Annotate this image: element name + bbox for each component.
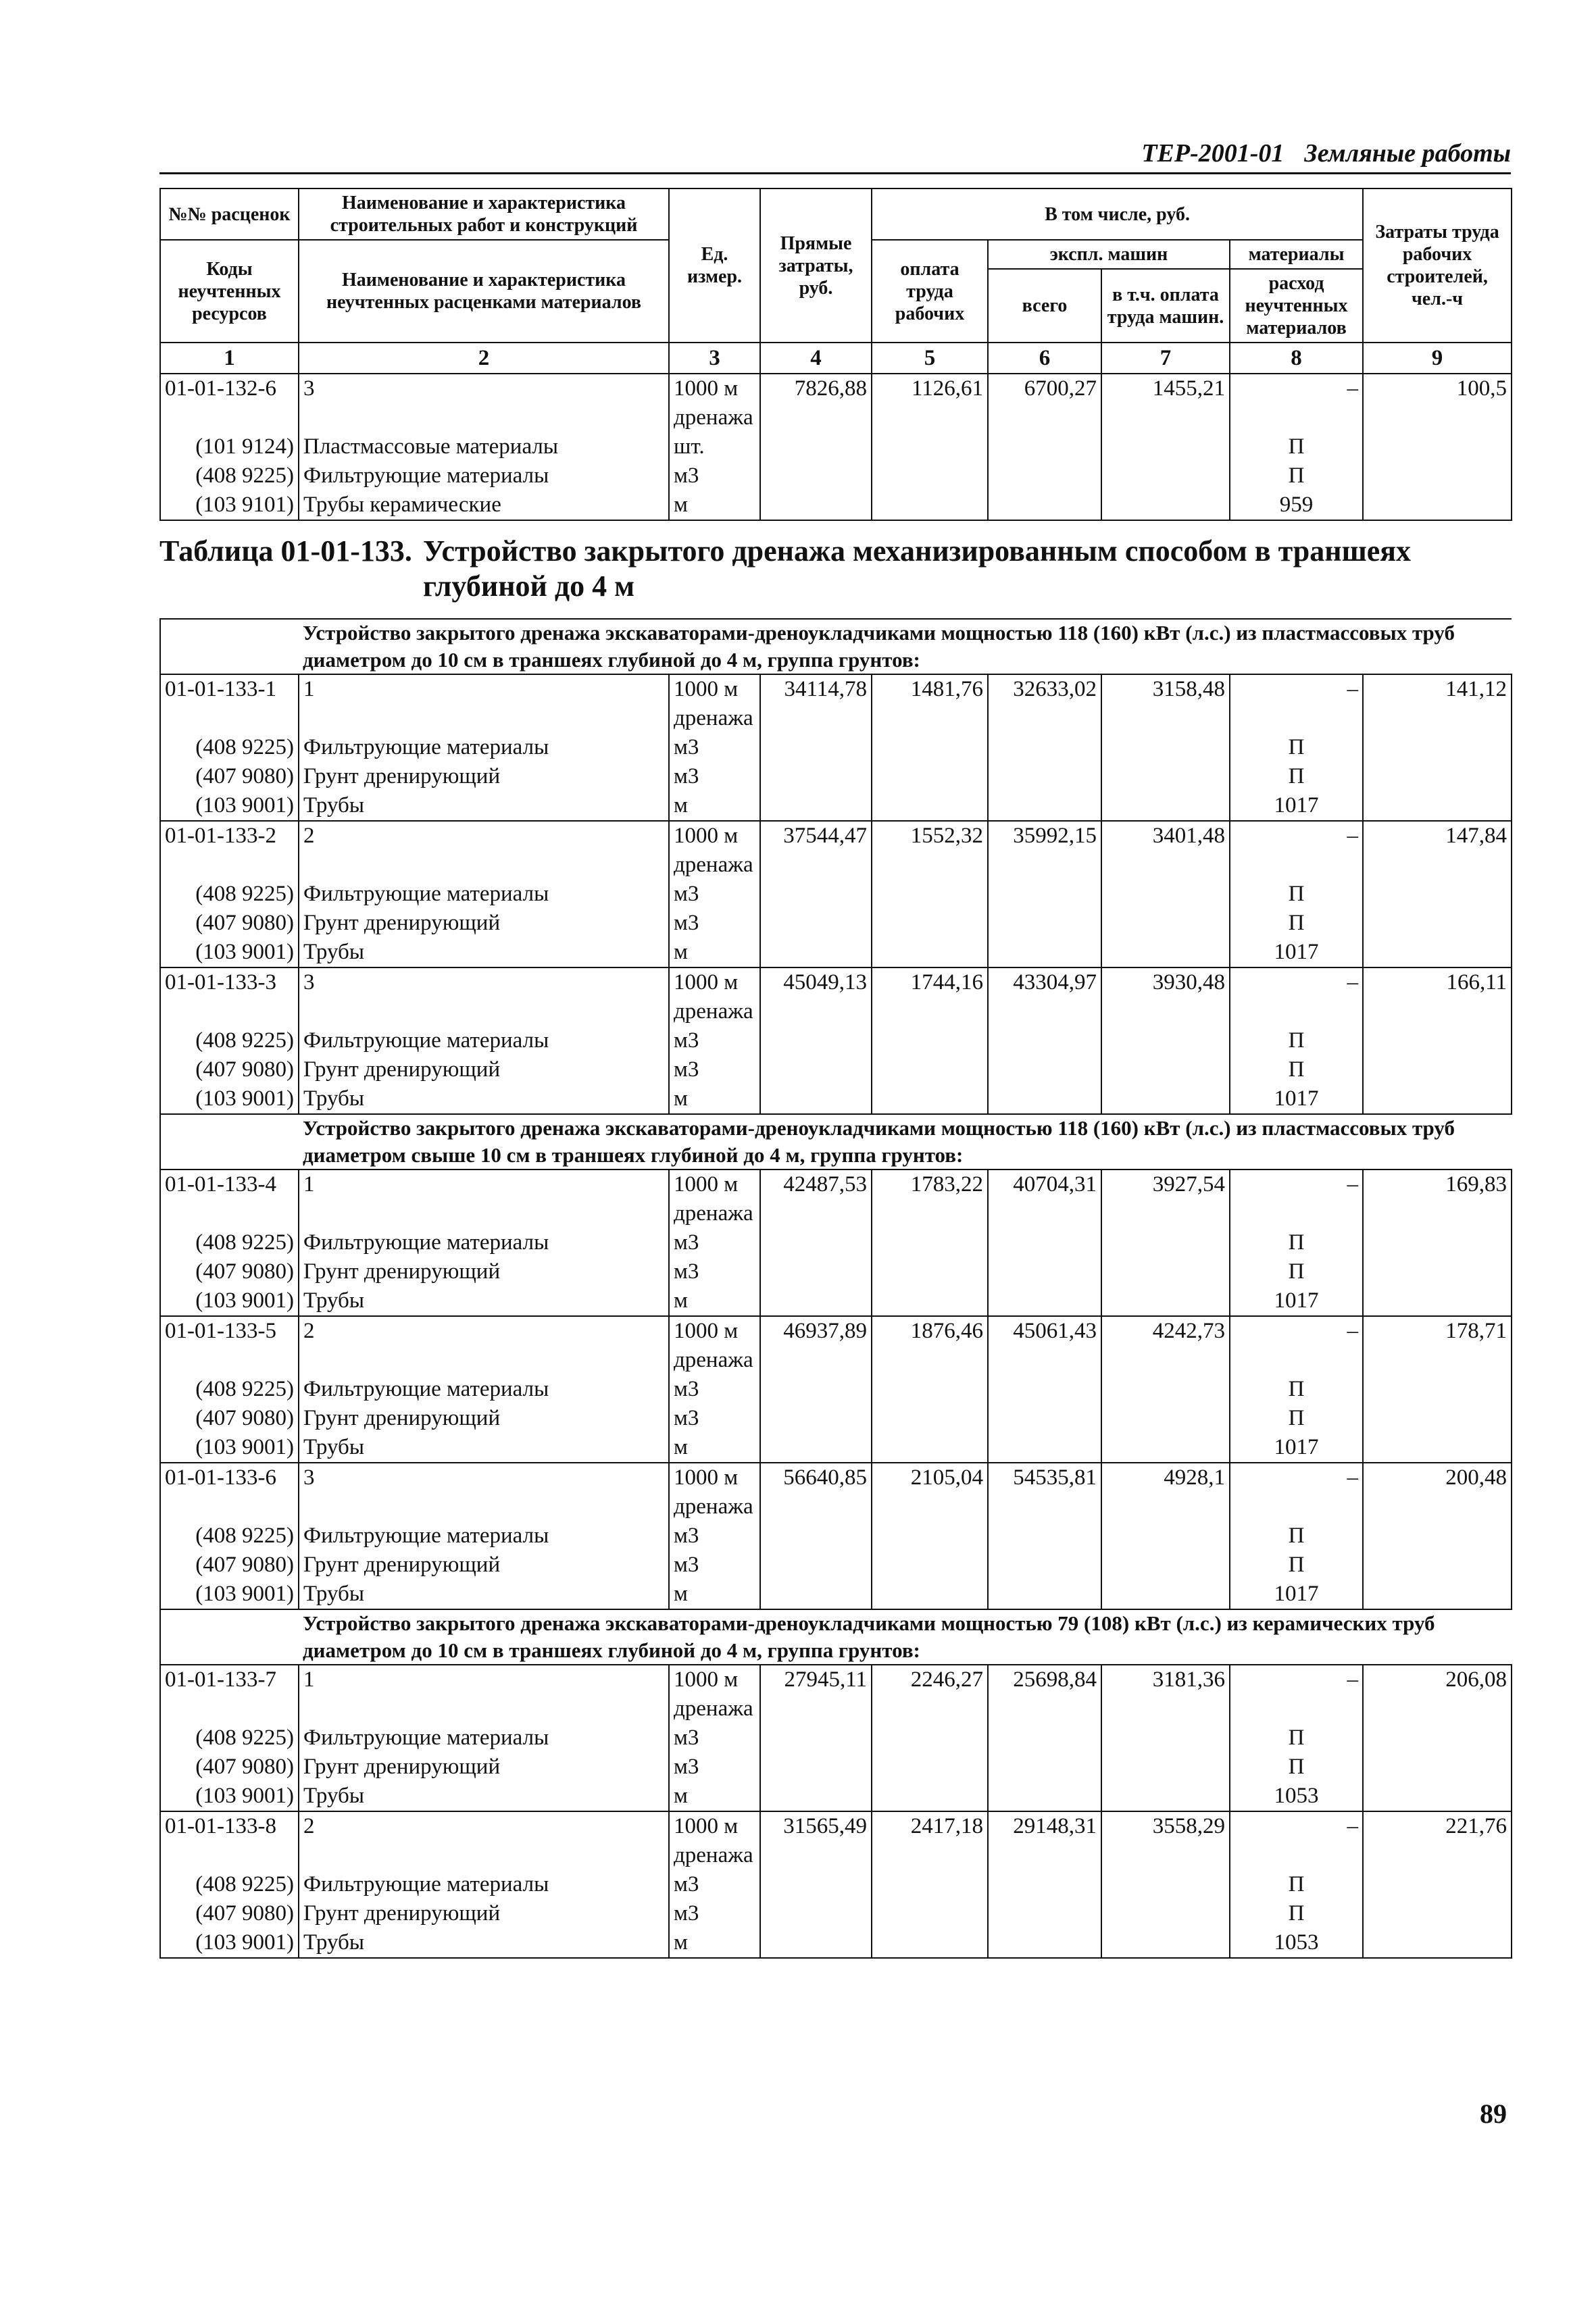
rate-code: 01-01-133-5: [160, 1316, 299, 1375]
resource-name: Грунт дренирующий: [299, 1899, 669, 1928]
resource-unit: м3: [669, 1870, 760, 1899]
rate-name: 3: [299, 1463, 669, 1521]
resource-qty: П: [1230, 1551, 1363, 1580]
resource-name: Фильтрующие материалы: [299, 1228, 669, 1257]
col-head-3: Ед. измер.: [669, 188, 760, 343]
labor-hours: 206,08: [1363, 1665, 1512, 1724]
col-head-4: Прямые затраты, руб.: [760, 188, 872, 343]
resource-name: Трубы: [299, 1580, 669, 1609]
resource-code: (101 9124): [160, 432, 299, 461]
resource-qty: П: [1230, 1228, 1363, 1257]
resource-name: Трубы: [299, 1782, 669, 1811]
rate-unit: [669, 1169, 760, 1228]
col-num: 4: [760, 343, 872, 374]
rate-unit: [669, 1665, 760, 1724]
machine-cost: 29148,31: [988, 1811, 1101, 1870]
col-head-2a: Наименование и характеристика строительных работ и конструкций: [299, 188, 669, 240]
machine-labor-cost: 3158,48: [1101, 674, 1230, 733]
resource-unit: м: [669, 491, 760, 520]
labor-hours: 100,5: [1363, 374, 1512, 432]
resource-qty: 1053: [1230, 1928, 1363, 1958]
materials-cost: –: [1230, 1811, 1363, 1870]
machine-labor-cost: 4242,73: [1101, 1316, 1230, 1375]
resource-row: [160, 1870, 1512, 1899]
unit-line: дренажа: [674, 1494, 753, 1519]
labor-cost: 1481,76: [872, 674, 988, 733]
machine-labor-cost: 3558,29: [1101, 1811, 1230, 1870]
rate-code: 01-01-132-6: [160, 374, 299, 432]
materials-cost: –: [1230, 674, 1363, 733]
direct-cost: 56640,85: [760, 1463, 872, 1521]
labor-cost: 2105,04: [872, 1463, 988, 1521]
resource-code: (408 9225): [160, 461, 299, 491]
direct-cost: 31565,49: [760, 1811, 872, 1870]
resource-unit: м3: [669, 1753, 760, 1782]
running-header: [159, 139, 1511, 174]
rate-code: 01-01-133-1: [160, 674, 299, 733]
resource-row: [160, 1724, 1512, 1753]
section-title: Устройство закрытого дренажа экскаваторами-дреноукладчиками мощностью 118 (160) кВт (л.с.) из пластмассовых труб диаметром свыше 10 см в траншеях глубиной до 4 м, группа грунтов:: [299, 1114, 1512, 1169]
machine-cost: 45061,43: [988, 1316, 1101, 1375]
unit-line: 1000 м: [674, 1465, 739, 1490]
rate-name: 3: [299, 967, 669, 1026]
page-number: 89: [1480, 2098, 1507, 2129]
resource-name: Грунт дренирующий: [299, 1055, 669, 1084]
rate-unit: [669, 1316, 760, 1375]
resource-qty: 1017: [1230, 1286, 1363, 1316]
resource-name: Грунт дренирующий: [299, 1404, 669, 1433]
resource-unit: м: [669, 1433, 760, 1463]
materials-cost: –: [1230, 1316, 1363, 1375]
resource-unit: м3: [669, 733, 760, 762]
rates-table: [159, 618, 1512, 1959]
direct-cost: 46937,89: [760, 1316, 872, 1375]
direct-cost: 42487,53: [760, 1169, 872, 1228]
col-head-5: оплата труда рабочих: [872, 240, 988, 343]
resource-code: (407 9080): [160, 1551, 299, 1580]
resource-unit: м3: [669, 880, 760, 909]
resource-row: [160, 432, 1512, 461]
rate-code: 01-01-133-4: [160, 1169, 299, 1228]
resource-unit: м3: [669, 461, 760, 491]
direct-cost: 34114,78: [760, 674, 872, 733]
rate-unit: [669, 674, 760, 733]
col-head-7: в т.ч. оплата труда машин.: [1101, 269, 1230, 343]
col-num: 6: [988, 343, 1101, 374]
rate-code: 01-01-133-6: [160, 1463, 299, 1521]
section-indent: [160, 619, 299, 674]
resource-row: [160, 1026, 1512, 1055]
resource-qty: 1017: [1230, 1084, 1363, 1114]
resource-name: Фильтрующие материалы: [299, 733, 669, 762]
resource-unit: м3: [669, 1257, 760, 1286]
resource-unit: м: [669, 1782, 760, 1811]
col-head-incl: В том числе, руб.: [872, 188, 1363, 240]
col-head-machines: экспл. машин: [988, 240, 1230, 269]
labor-cost: 1744,16: [872, 967, 988, 1026]
resource-qty: П: [1230, 880, 1363, 909]
section-indent: [160, 1609, 299, 1665]
materials-cost: –: [1230, 374, 1363, 432]
rate-code: 01-01-133-7: [160, 1665, 299, 1724]
labor-hours: 200,48: [1363, 1463, 1512, 1521]
table-title: Устройство закрытого дренажа механизированным способом в траншеях глубиной до 4 м: [423, 534, 1412, 603]
table-row: [160, 674, 1512, 733]
machine-cost: 35992,15: [988, 821, 1101, 880]
resource-name: Трубы: [299, 1928, 669, 1958]
resource-qty: П: [1230, 1753, 1363, 1782]
direct-cost: 45049,13: [760, 967, 872, 1026]
resource-name: Трубы: [299, 791, 669, 821]
resource-name: Фильтрующие материалы: [299, 1724, 669, 1753]
table-row: [160, 374, 1512, 432]
resource-unit: м3: [669, 1375, 760, 1404]
rate-code: 01-01-133-8: [160, 1811, 299, 1870]
resource-code: (103 9001): [160, 1580, 299, 1609]
unit-line: дренажа: [674, 706, 753, 730]
machine-cost: 54535,81: [988, 1463, 1101, 1521]
materials-cost: –: [1230, 821, 1363, 880]
prev-table: [159, 188, 1512, 521]
resource-unit: м3: [669, 1228, 760, 1257]
col-num: 7: [1101, 343, 1230, 374]
resource-code: (103 9001): [160, 791, 299, 821]
resource-qty: П: [1230, 461, 1363, 491]
resource-row: [160, 491, 1512, 520]
labor-cost: 2417,18: [872, 1811, 988, 1870]
direct-cost: 37544,47: [760, 821, 872, 880]
resource-row: [160, 1055, 1512, 1084]
unit-line: 1000 м: [674, 677, 739, 701]
rate-code: 01-01-133-2: [160, 821, 299, 880]
resource-name: Фильтрующие материалы: [299, 1521, 669, 1551]
resource-code: (407 9080): [160, 1753, 299, 1782]
resource-row: [160, 938, 1512, 967]
section-heading-row: [160, 1114, 1512, 1169]
resource-row: [160, 1928, 1512, 1958]
machine-cost: 40704,31: [988, 1169, 1101, 1228]
resource-row: [160, 1899, 1512, 1928]
machine-cost: 32633,02: [988, 674, 1101, 733]
col-num: 2: [299, 343, 669, 374]
col-num: 1: [160, 343, 299, 374]
resource-row: [160, 1521, 1512, 1551]
resource-qty: П: [1230, 733, 1363, 762]
resource-name: Грунт дренирующий: [299, 909, 669, 938]
resource-qty: П: [1230, 1899, 1363, 1928]
resource-unit: м3: [669, 762, 760, 791]
machine-cost: 6700,27: [988, 374, 1101, 432]
resource-code: (407 9080): [160, 1055, 299, 1084]
resource-qty: 1053: [1230, 1782, 1363, 1811]
resource-unit: м3: [669, 1026, 760, 1055]
col-head-6: всего: [988, 269, 1101, 343]
resource-code: (407 9080): [160, 762, 299, 791]
resource-code: (103 9001): [160, 1286, 299, 1316]
resource-code: (103 9001): [160, 1084, 299, 1114]
resource-code: (408 9225): [160, 733, 299, 762]
resource-name: Грунт дренирующий: [299, 1257, 669, 1286]
resource-qty: П: [1230, 1521, 1363, 1551]
resource-qty: П: [1230, 1404, 1363, 1433]
machine-labor-cost: 4928,1: [1101, 1463, 1230, 1521]
resource-name: Трубы: [299, 1084, 669, 1114]
resource-name: Трубы: [299, 1433, 669, 1463]
resource-code: (103 9001): [160, 1928, 299, 1958]
col-head-2b: Наименование и характеристика неучтенных расценками материалов: [299, 240, 669, 343]
resource-code: (408 9225): [160, 1228, 299, 1257]
resource-qty: П: [1230, 432, 1363, 461]
resource-code: (407 9080): [160, 909, 299, 938]
machine-labor-cost: 3401,48: [1101, 821, 1230, 880]
rate-name: 1: [299, 674, 669, 733]
col-head-9: Затраты труда рабочих строителей, чел.-ч: [1363, 188, 1512, 343]
labor-hours: 147,84: [1363, 821, 1512, 880]
table-row: [160, 1811, 1512, 1870]
resource-row: [160, 762, 1512, 791]
resource-unit: м3: [669, 1521, 760, 1551]
resource-unit: м3: [669, 1404, 760, 1433]
resource-qty: 1017: [1230, 1433, 1363, 1463]
resource-unit: м: [669, 791, 760, 821]
table-row: [160, 1316, 1512, 1375]
resource-row: [160, 1433, 1512, 1463]
rate-unit: [669, 967, 760, 1026]
resource-row: [160, 909, 1512, 938]
resource-unit: м: [669, 1286, 760, 1316]
resource-qty: П: [1230, 1257, 1363, 1286]
labor-hours: 166,11: [1363, 967, 1512, 1026]
resource-code: (408 9225): [160, 880, 299, 909]
resource-name: Трубы: [299, 1286, 669, 1316]
machine-labor-cost: 3930,48: [1101, 967, 1230, 1026]
resource-qty: 959: [1230, 491, 1363, 520]
resource-name: Пластмассовые материалы: [299, 432, 669, 461]
machine-cost: 43304,97: [988, 967, 1101, 1026]
rate-name: 1: [299, 1665, 669, 1724]
resource-qty: П: [1230, 1026, 1363, 1055]
resource-qty: П: [1230, 1724, 1363, 1753]
resource-row: [160, 461, 1512, 491]
resource-row: [160, 791, 1512, 821]
labor-cost: 1552,32: [872, 821, 988, 880]
resource-name: Грунт дренирующий: [299, 762, 669, 791]
resource-row: [160, 1753, 1512, 1782]
resource-name: Трубы керамические: [299, 491, 669, 520]
col-head-1b: Коды неучтенных ресурсов: [160, 240, 299, 343]
machine-labor-cost: 1455,21: [1101, 374, 1230, 432]
resource-code: (407 9080): [160, 1257, 299, 1286]
labor-hours: 221,76: [1363, 1811, 1512, 1870]
unit-line: 1000 м: [674, 1667, 739, 1692]
materials-cost: –: [1230, 1665, 1363, 1724]
rate-name: 1: [299, 1169, 669, 1228]
resource-unit: м: [669, 1084, 760, 1114]
resource-qty: П: [1230, 1055, 1363, 1084]
unit-line: 1000 м: [674, 824, 739, 848]
column-numbers-row: [160, 343, 1512, 374]
labor-cost: 1876,46: [872, 1316, 988, 1375]
resource-name: Фильтрующие материалы: [299, 1375, 669, 1404]
resource-name: Фильтрующие материалы: [299, 880, 669, 909]
rate-code: 01-01-133-3: [160, 967, 299, 1026]
section-heading-row: [160, 619, 1512, 674]
resource-code: (408 9225): [160, 1870, 299, 1899]
unit-line: 1000 м: [674, 1319, 739, 1343]
rate-name: 3: [299, 374, 669, 432]
resource-row: [160, 1404, 1512, 1433]
materials-cost: –: [1230, 1463, 1363, 1521]
resource-row: [160, 1228, 1512, 1257]
resource-row: [160, 1580, 1512, 1609]
resource-unit: м3: [669, 1724, 760, 1753]
rate-unit: [669, 1463, 760, 1521]
resource-unit: м3: [669, 909, 760, 938]
resource-row: [160, 1286, 1512, 1316]
resource-code: (408 9225): [160, 1521, 299, 1551]
resource-code: (103 9001): [160, 1782, 299, 1811]
resource-name: Фильтрующие материалы: [299, 1870, 669, 1899]
col-num: 9: [1363, 343, 1512, 374]
resource-row: [160, 880, 1512, 909]
resource-name: Фильтрующие материалы: [299, 461, 669, 491]
col-num: 5: [872, 343, 988, 374]
resource-name: Фильтрующие материалы: [299, 1026, 669, 1055]
table-row: [160, 1463, 1512, 1521]
unit-line: дренажа: [674, 1696, 753, 1721]
resource-code: (408 9225): [160, 1026, 299, 1055]
header-section: Земляные работы: [1304, 139, 1511, 168]
resource-code: (408 9225): [160, 1724, 299, 1753]
resource-unit: м: [669, 1580, 760, 1609]
unit-line: 1000 м: [674, 1172, 739, 1197]
col-num: 8: [1230, 343, 1363, 374]
col-num: 3: [669, 343, 760, 374]
labor-hours: 169,83: [1363, 1169, 1512, 1228]
rate-name: 2: [299, 1316, 669, 1375]
labor-cost: 1126,61: [872, 374, 988, 432]
labor-hours: 141,12: [1363, 674, 1512, 733]
resource-unit: м3: [669, 1899, 760, 1928]
resource-row: [160, 1375, 1512, 1404]
resource-unit: м: [669, 1928, 760, 1958]
col-head-8: расход неучтенных материалов: [1230, 269, 1363, 343]
resource-qty: П: [1230, 1870, 1363, 1899]
section-title: Устройство закрытого дренажа экскаваторами-дреноукладчиками мощностью 118 (160) кВт (л.с.) из пластмассовых труб диаметром до 10 см в траншеях глубиной до 4 м, группа грунтов:: [299, 619, 1512, 674]
col-head-materials: материалы: [1230, 240, 1363, 269]
unit-line: дренажа: [674, 1843, 753, 1867]
table-row: [160, 1665, 1512, 1724]
resource-row: [160, 733, 1512, 762]
unit-line: дренажа: [674, 1348, 753, 1372]
resource-code: (408 9225): [160, 1375, 299, 1404]
labor-hours: 178,71: [1363, 1316, 1512, 1375]
table-caption: [159, 534, 1511, 604]
resource-qty: П: [1230, 1375, 1363, 1404]
section-title: Устройство закрытого дренажа экскаваторами-дреноукладчиками мощностью 79 (108) кВт (л.с.) из керамических труб диаметром до 10 см в траншеях глубиной до 4 м, группа грунтов:: [299, 1609, 1512, 1665]
labor-cost: 2246,27: [872, 1665, 988, 1724]
unit-line: дренажа: [674, 853, 753, 877]
resource-name: Трубы: [299, 938, 669, 967]
machine-cost: 25698,84: [988, 1665, 1101, 1724]
table-row: [160, 967, 1512, 1026]
resource-unit: шт.: [669, 432, 760, 461]
resource-code: (103 9101): [160, 491, 299, 520]
col-head-1a: №№ расценок: [160, 188, 299, 240]
labor-cost: 1783,22: [872, 1169, 988, 1228]
rate-unit: [669, 821, 760, 880]
resource-qty: П: [1230, 762, 1363, 791]
resource-row: [160, 1084, 1512, 1114]
resource-qty: 1017: [1230, 1580, 1363, 1609]
rate-unit: 1000 м дренажа: [669, 374, 760, 432]
resource-qty: 1017: [1230, 938, 1363, 967]
materials-cost: –: [1230, 967, 1363, 1026]
resource-code: (103 9001): [160, 1433, 299, 1463]
table-label: Таблица 01-01-133.: [159, 534, 412, 568]
resource-row: [160, 1551, 1512, 1580]
rate-name: 2: [299, 821, 669, 880]
resource-row: [160, 1782, 1512, 1811]
header-code: ТЕР-2001-01: [1141, 139, 1285, 168]
resource-code: (103 9001): [160, 938, 299, 967]
resource-name: Грунт дренирующий: [299, 1753, 669, 1782]
resource-unit: м: [669, 938, 760, 967]
rate-unit: [669, 1811, 760, 1870]
resource-code: (407 9080): [160, 1404, 299, 1433]
section-indent: [160, 1114, 299, 1169]
unit-line: дренажа: [674, 999, 753, 1024]
unit-line: 1000 м: [674, 1814, 739, 1838]
resource-code: (407 9080): [160, 1899, 299, 1928]
unit-line: дренажа: [674, 1201, 753, 1226]
machine-labor-cost: 3927,54: [1101, 1169, 1230, 1228]
direct-cost: 7826,88: [760, 374, 872, 432]
resource-row: [160, 1257, 1512, 1286]
table-row: [160, 1169, 1512, 1228]
resource-name: Грунт дренирующий: [299, 1551, 669, 1580]
unit-line: 1000 м: [674, 970, 739, 995]
direct-cost: 27945,11: [760, 1665, 872, 1724]
table-row: [160, 821, 1512, 880]
rate-name: 2: [299, 1811, 669, 1870]
resource-unit: м3: [669, 1055, 760, 1084]
resource-unit: м3: [669, 1551, 760, 1580]
resource-qty: 1017: [1230, 791, 1363, 821]
section-heading-row: [160, 1609, 1512, 1665]
materials-cost: –: [1230, 1169, 1363, 1228]
resource-qty: П: [1230, 909, 1363, 938]
machine-labor-cost: 3181,36: [1101, 1665, 1230, 1724]
